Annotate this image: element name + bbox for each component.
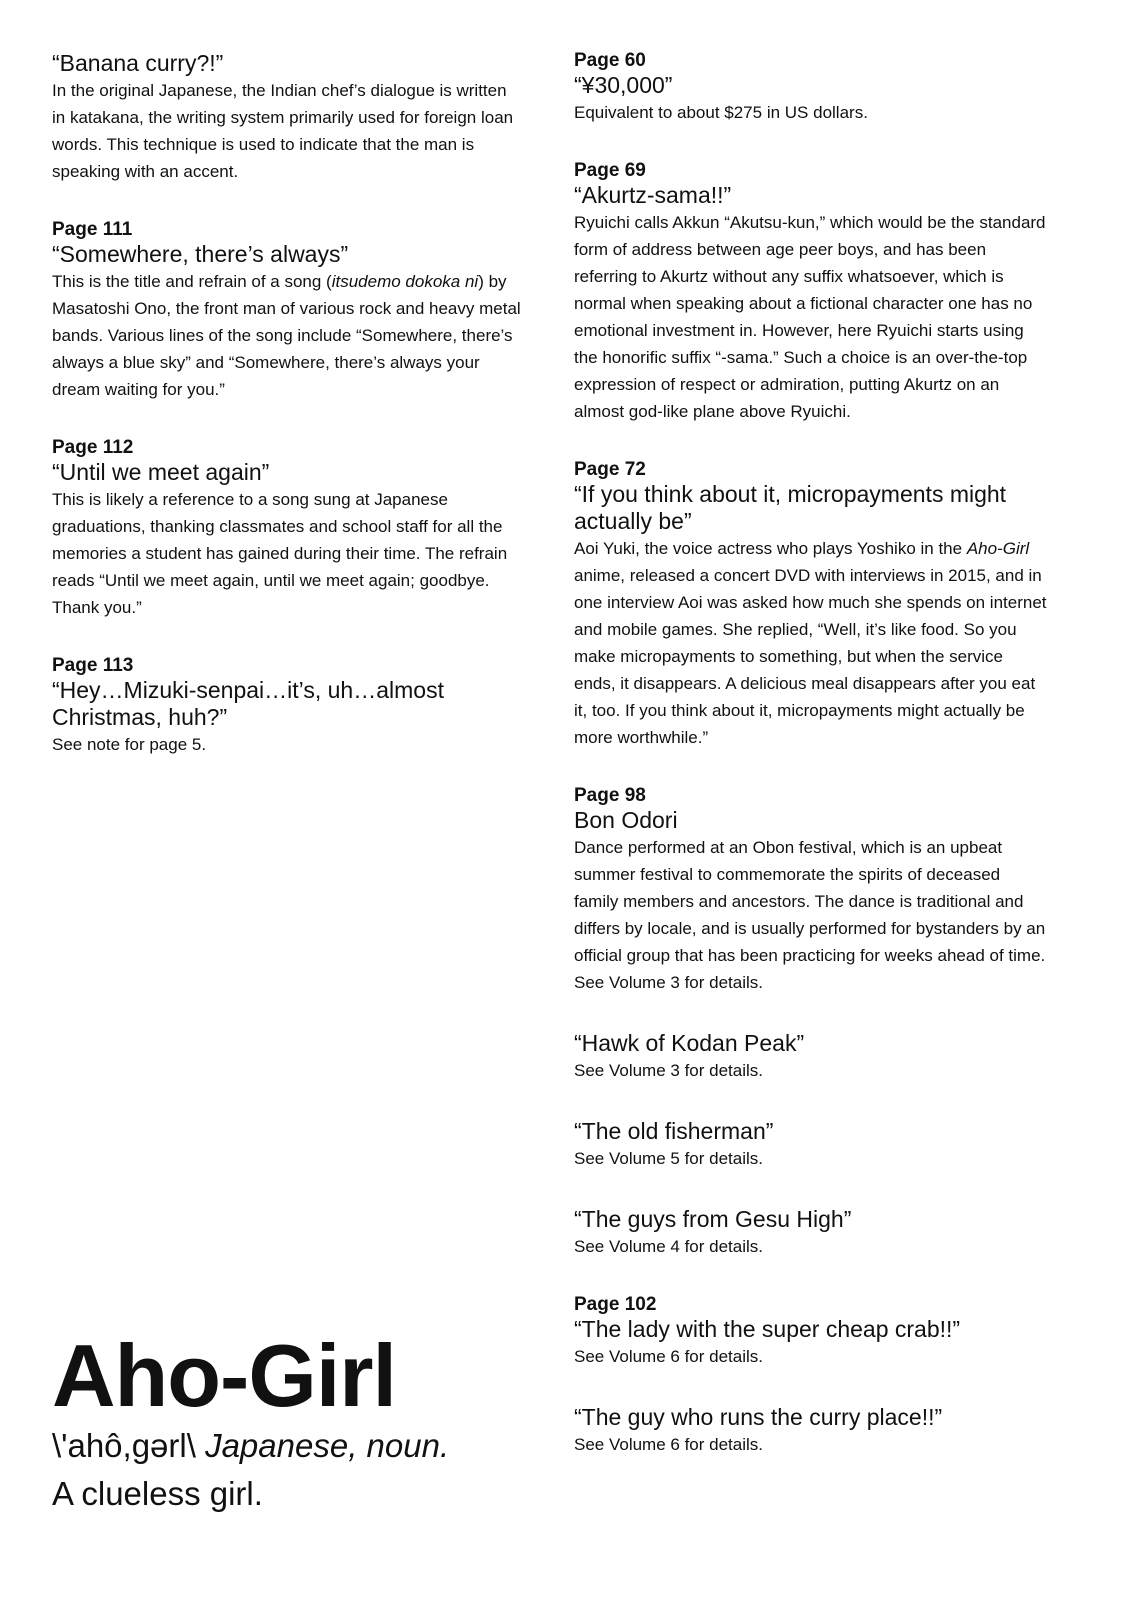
logo-pronunciation: \'ahô,gərl\ <box>52 1427 196 1464</box>
note <box>574 785 1049 996</box>
note-title: “Until we meet again” <box>52 459 270 485</box>
note <box>574 160 1049 425</box>
page-label: Page 72 <box>574 459 646 480</box>
note-body: See Volume 3 for details. <box>574 1061 764 1080</box>
note-title: “Hawk of Kodan Peak” <box>574 1030 805 1056</box>
right-column <box>574 50 1049 1492</box>
note-body: See Volume 6 for details. <box>574 1347 764 1366</box>
note-body: This is the title and refrain of a song (itsudemo dokoka ni) by Masatoshi Ono, the front man of various rock and heavy metal bands. Various lines of the song include “Somewhere, there’s always a blue sky” and “Somewhere, there’s always your dream waiting for you.” <box>52 272 521 399</box>
note-body: See Volume 4 for details. <box>574 1237 764 1256</box>
note-title: “Somewhere, there’s always” <box>52 241 349 267</box>
note-title: “¥30,000” <box>574 72 673 98</box>
note-title: “The old fisherman” <box>574 1118 774 1144</box>
note-body: See Volume 6 for details. <box>574 1435 764 1454</box>
note-title: “The guys from Gesu High” <box>574 1206 852 1232</box>
note <box>52 50 522 185</box>
note-title: “Hey…Mizuki-senpai…it’s, uh…almost Christmas, huh?” <box>52 677 444 730</box>
note-body: This is likely a reference to a song sung at Japanese graduations, thanking classmates and school staff for all the memories a student has gained during their time. The refrain reads “Until we meet again, until we meet again; goodbye. Thank you.” <box>52 490 508 617</box>
page-label: Page 102 <box>574 1294 657 1315</box>
note-body: Ryuichi calls Akkun “Akutsu-kun,” which would be the standard form of address between age peer boys, and has been referring to Akurtz without any suffix whatsoever, which is normal when speaking about a fictional character one has no emotional investment in. However, here Ryuichi starts using the honorific suffix “-sama.” Such a choice is an over-the-top expression of respect or admiration, putting Akurtz on an almost god-like plane above Ryuichi. <box>574 213 1046 421</box>
note-body: Dance performed at an Obon festival, which is an upbeat summer festival to commemorate the spirits of deceased family members and ancestors. The dance is traditional and differs by locale, and is usually performed for bystanders by an official group that has been practicing for weeks ahead of time. See Volume 3 for details. <box>574 838 1046 992</box>
note <box>574 1206 1049 1260</box>
left-column <box>52 50 522 792</box>
note-title: “Akurtz-sama!!” <box>574 182 732 208</box>
note-title: Bon Odori <box>574 807 678 833</box>
logo-part-of-speech: Japanese, noun. <box>205 1427 450 1464</box>
note <box>52 219 522 403</box>
page-label: Page 98 <box>574 785 646 806</box>
page-label: Page 111 <box>52 219 133 240</box>
logo-definition: A clueless girl. <box>52 1475 263 1512</box>
note <box>52 437 522 621</box>
logo-pronunciation-line <box>52 1422 552 1470</box>
note-title: “If you think about it, micropayments might actually be” <box>574 481 1007 534</box>
page-label: Page 60 <box>574 50 646 71</box>
note <box>574 1030 1049 1084</box>
note <box>574 459 1049 751</box>
note <box>574 1294 1049 1370</box>
aho-girl-logo <box>52 1326 552 1518</box>
note <box>52 655 522 758</box>
note <box>574 1118 1049 1172</box>
note-body: See note for page 5. <box>52 735 207 754</box>
logo-title: Aho-Girl <box>52 1326 396 1425</box>
note-body: See Volume 5 for details. <box>574 1149 764 1168</box>
note <box>574 50 1049 126</box>
note-title: “Banana curry?!” <box>52 50 224 76</box>
note-body: Aoi Yuki, the voice actress who plays Yoshiko in the Aho-Girl anime, released a concert DVD with interviews in 2015, and in one interview Aoi was asked how much she spends on internet and mobile games. She replied, “Well, it’s like food. So you make micropayments to something, but when the service ends, it disappears. A delicious meal disappears after you eat it, too. If you think about it, micropayments might actually be more worthwhile.” <box>574 539 1047 747</box>
note-body: In the original Japanese, the Indian chef’s dialogue is written in katakana, the writing system primarily used for foreign loan words. This technique is used to indicate that the man is speaking with an accent. <box>52 81 514 181</box>
page-label: Page 112 <box>52 437 134 458</box>
note <box>574 1404 1049 1458</box>
note-body: Equivalent to about $275 in US dollars. <box>574 103 868 122</box>
page-label: Page 69 <box>574 160 646 181</box>
note-title: “The lady with the super cheap crab!!” <box>574 1316 961 1342</box>
note-title: “The guy who runs the curry place!!” <box>574 1404 943 1430</box>
page-label: Page 113 <box>52 655 134 676</box>
